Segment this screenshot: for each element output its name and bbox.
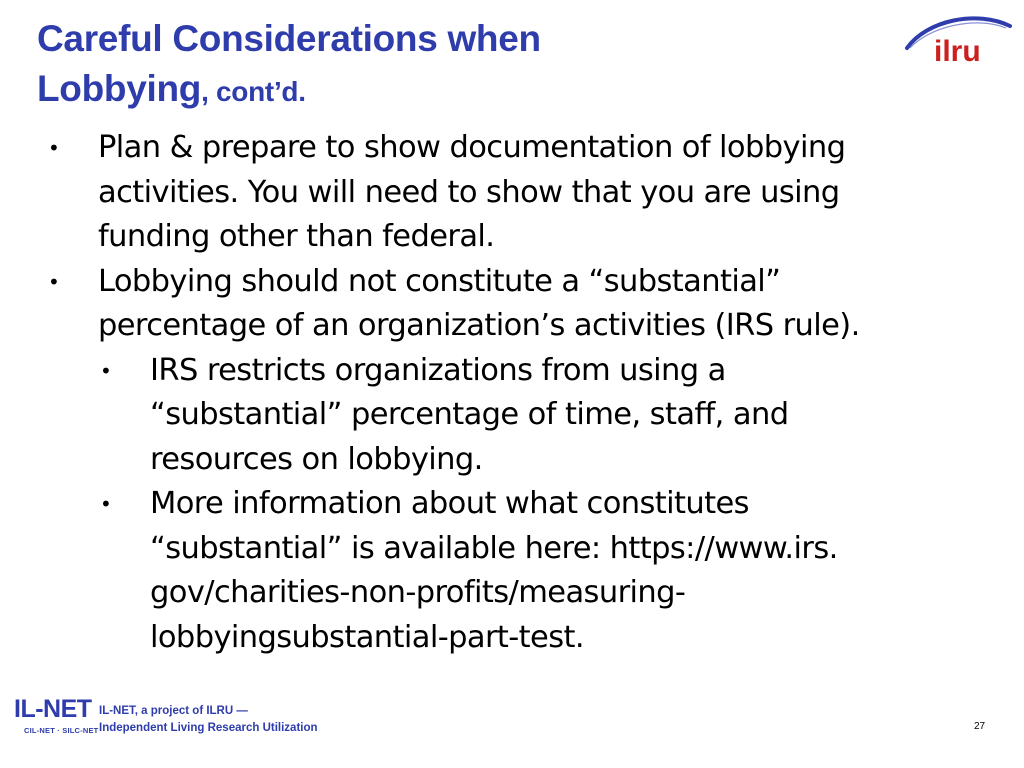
bullet-line bbox=[0, 393, 1000, 438]
bullet-line bbox=[0, 438, 1000, 483]
bullet-text: activities. You will need to show that you are using bbox=[98, 174, 840, 210]
bullet-text: funding other than federal. bbox=[98, 219, 495, 254]
bullet-line bbox=[0, 171, 1000, 216]
bullet-line bbox=[0, 616, 1000, 661]
bullet-dot: • bbox=[100, 358, 112, 383]
bullet-text: Lobbying should not constitute a “substantial” bbox=[98, 263, 781, 299]
bullet-dot: • bbox=[48, 136, 60, 160]
bullet-dot: • bbox=[100, 492, 112, 516]
bullet-line bbox=[0, 482, 1000, 527]
bullet-text: percentage of an organization’s activities (IRS rule). bbox=[98, 308, 860, 343]
bullet-line bbox=[0, 349, 1000, 394]
footer-line1: IL-NET, a project of ILRU — bbox=[99, 705, 248, 717]
bullet-line bbox=[0, 304, 1000, 349]
slide-title-line2: Lobbying bbox=[37, 68, 202, 109]
bullet-text: lobbyingsubstantial-part-test. bbox=[150, 619, 584, 655]
bullet-line bbox=[0, 215, 1000, 260]
bullet-line bbox=[0, 527, 1000, 572]
ilru-logo bbox=[902, 8, 1014, 68]
bullet-text: “substantial” is available here: https://www.irs. bbox=[150, 530, 838, 566]
bullet-line bbox=[0, 571, 1000, 616]
footer-attribution bbox=[99, 703, 318, 737]
bullet-line bbox=[0, 260, 1000, 305]
bullet-text: Plan & prepare to show documentation of lobbying bbox=[98, 130, 846, 165]
bullet-text: gov/charities-non-profits/measuring- bbox=[150, 575, 686, 610]
bullet-text: resources on lobbying. bbox=[150, 441, 483, 477]
slide-title-suffix: , cont’d. bbox=[201, 76, 306, 107]
bullet-dot: • bbox=[48, 269, 60, 294]
bullet-text: IRS restricts organizations from using a bbox=[150, 352, 726, 388]
bullet-list bbox=[0, 126, 1000, 660]
bullet-line bbox=[0, 126, 1000, 171]
bullet-text: More information about what constitutes bbox=[150, 486, 749, 521]
ilru-wordmark: ilru bbox=[934, 35, 981, 68]
footer-line2: Independent Living Research Utilization bbox=[99, 722, 318, 734]
slide-title-line1: Careful Considerations when bbox=[37, 18, 541, 59]
bullet-text: “substantial” percentage of time, staff, and bbox=[150, 397, 789, 432]
il-net-wordmark: IL-NET bbox=[14, 695, 92, 723]
il-net-logo bbox=[14, 696, 98, 735]
il-net-sublabel: CIL-NET · SILC-NET bbox=[24, 726, 99, 735]
page-number: 27 bbox=[974, 721, 986, 732]
slide-title bbox=[37, 14, 541, 117]
